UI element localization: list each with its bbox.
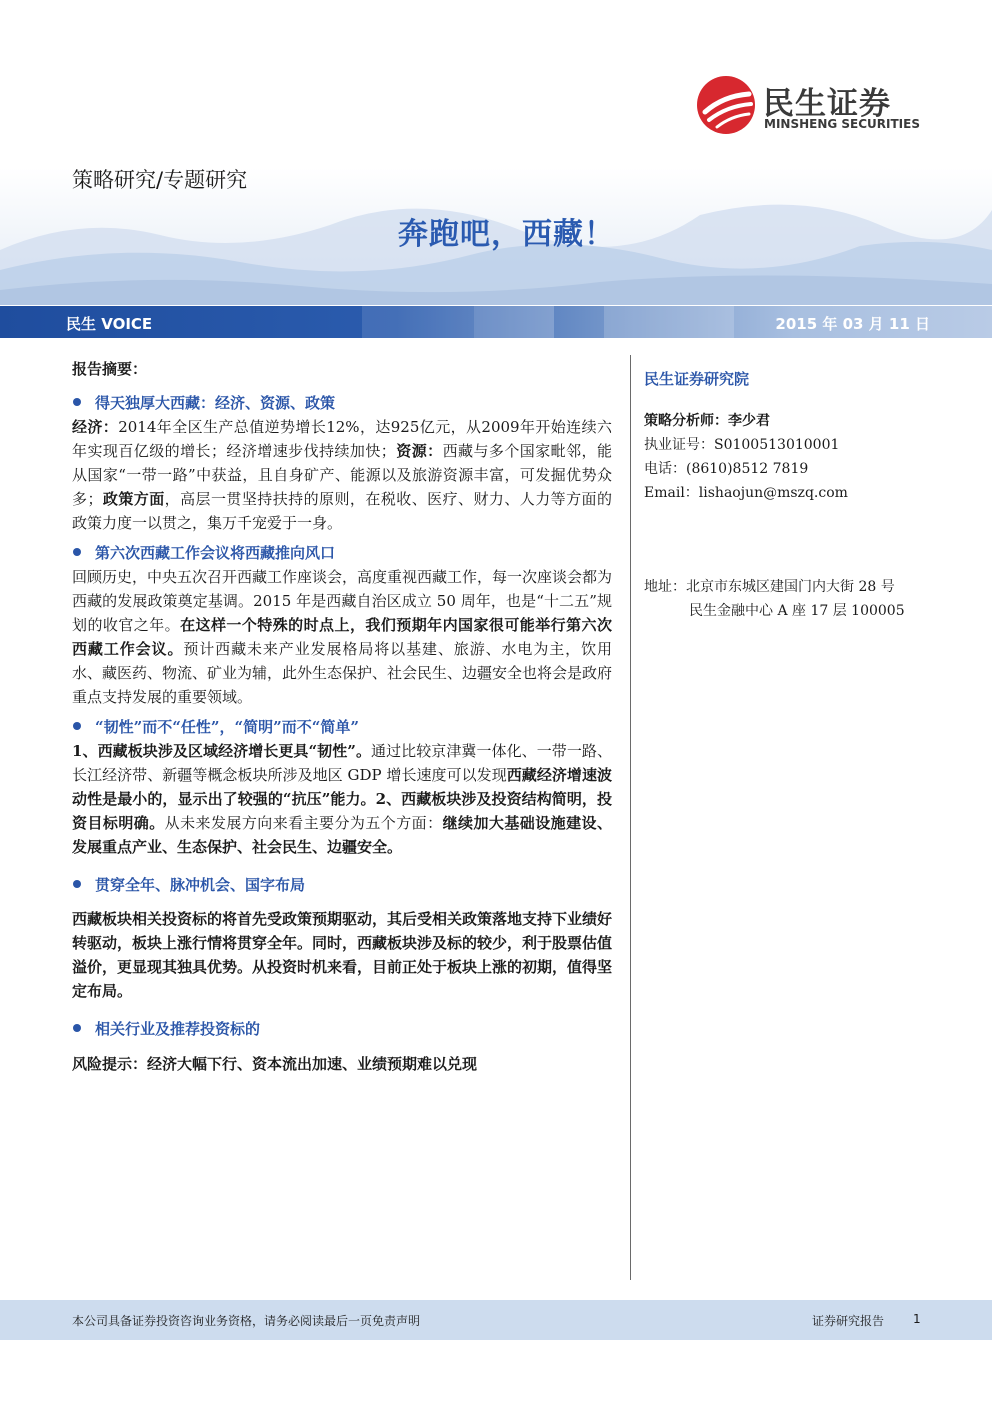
bullet-icon bbox=[73, 1024, 81, 1032]
address-line-2: 民生金融中心 A 座 17 层 100005 bbox=[689, 603, 905, 619]
emphasis-text: 在这样一个特殊的时点上，我们预期年内国家很可能举行第六次西藏工作会议。 bbox=[72, 616, 612, 658]
footer-report-type: 证券研究报告 bbox=[812, 1314, 885, 1328]
band-segment bbox=[604, 306, 734, 338]
report-category: 策略研究/专题研究 bbox=[72, 168, 248, 192]
paragraph-text: 西藏与多个国家毗邻，能从国家“一带一路”中获益，且自身矿产、能源以及旅游资源丰富，可发掘优势众多； bbox=[72, 442, 612, 508]
header-band bbox=[0, 306, 992, 338]
brand-name-cn: 民生证券 bbox=[763, 86, 891, 122]
paragraph bbox=[72, 565, 612, 709]
paragraph-text: 预计西藏未来产业发展格局将以基建、旅游、水电为主，饮用水、藏医药、物流、矿业为辅，此外生态保护、社会民生、边疆安全也将会是政府重点支持发展的重要领域。 bbox=[72, 640, 613, 706]
section-heading-text: 得天独厚大西藏：经济、资源、政策 bbox=[95, 393, 336, 412]
band-segment bbox=[474, 306, 554, 338]
section-heading bbox=[72, 391, 612, 413]
column-divider bbox=[630, 355, 631, 1280]
emphasis-text: 继续加大基础设施建设、发展重点产业、生态保护、社会民生、边疆安全。 bbox=[72, 814, 612, 856]
header-background bbox=[0, 0, 992, 305]
band-label: 民生 VOICE bbox=[66, 315, 153, 333]
section-heading-text: “韧性”而不“任性”，“简明”而不“简单” bbox=[95, 717, 360, 736]
section-heading-text: 第六次西藏工作会议将西藏推向风口 bbox=[95, 543, 336, 562]
mountain-illustration bbox=[0, 0, 992, 305]
section-heading bbox=[72, 873, 612, 895]
paragraph bbox=[72, 415, 612, 535]
brand-name-en: MINSHENG SECURITIES bbox=[764, 117, 920, 131]
emphasis-text: 资源： bbox=[395, 442, 443, 460]
band-segment bbox=[362, 306, 474, 338]
bullet-icon bbox=[73, 398, 81, 406]
brand-logo bbox=[697, 76, 927, 136]
section-heading-text: 相关行业及推荐投资标的 bbox=[95, 1019, 261, 1038]
risk-warning: 风险提示：经济大幅下行、资本流出加速、业绩预期难以兑现 bbox=[72, 1055, 478, 1073]
footer-disclaimer: 本公司具备证券投资咨询业务资格，请务必阅读最后一页免责声明 bbox=[72, 1314, 421, 1328]
bullet-icon bbox=[73, 722, 81, 730]
analyst-name: 策略分析师：李少君 bbox=[644, 413, 770, 429]
paragraph: 西藏板块相关投资标的将首先受政策预期驱动，其后受相关政策落地支持下业绩好转驱动，板块上涨行情将贯穿全年。同时，西藏板块涉及标的较少，利于股票估值溢价，更显现其独具优势。从投资时机来看，目前正处于板块上涨的初期，值得坚定布局。 bbox=[72, 910, 613, 1000]
section-heading bbox=[72, 715, 612, 737]
license-number: 执业证号：S0100513010001 bbox=[644, 437, 840, 453]
emphasis-text: 1、西藏板块涉及区域经济增长更具“韧性”。 bbox=[72, 742, 372, 760]
emphasis-text: 经济： bbox=[72, 418, 119, 436]
paragraph bbox=[72, 739, 612, 859]
bullet-icon bbox=[73, 880, 81, 888]
abstract-column bbox=[72, 358, 612, 1074]
section-heading bbox=[72, 1017, 612, 1039]
emphasis-text: 政策方面 bbox=[102, 490, 165, 508]
report-date: 2015 年 03 月 11 日 bbox=[775, 315, 930, 333]
address-line-1: 地址：北京市东城区建国门内大街 28 号 bbox=[644, 579, 895, 595]
section-heading-text: 贯穿全年、脉冲机会、国字布局 bbox=[95, 875, 306, 894]
bullet-icon bbox=[73, 548, 81, 556]
paragraph-text: 2014年全区生产总值逆势增长12%，达925亿元，从2009年开始连续六年实现百亿级的增长；经济增速步伐持续加快； bbox=[72, 418, 612, 460]
sidebar bbox=[644, 368, 944, 623]
paragraph-text: 回顾历史，中央五次召开西藏工作座谈会，高度重视西藏工作，每一次座谈会都为西藏的发展政策奠定基调。2015 年是西藏自治区成立 50 周年，也是“十二五”规划的收官之年。 bbox=[72, 568, 613, 634]
abstract-title: 报告摘要： bbox=[72, 360, 148, 378]
paragraph-text: 通过比较京津冀一体化、一带一路、长江经济带、新疆等概念板块所涉及地区 GDP 增长速度可以发现 bbox=[72, 742, 612, 784]
paragraph-text: ，高层一贯坚持扶持的原则，在税收、医疗、财力、人力等方面的政策力度一以贯之，集万千宠爱于一身。 bbox=[72, 490, 612, 532]
email-link[interactable]: Email：lishaojun@mszq.com bbox=[644, 485, 848, 501]
emphasis-text: 西藏经济增速波动性是最小的，显示出了较强的“抗压”能力。2、西藏板块涉及投资结构简明，投资目标明确。 bbox=[72, 766, 612, 832]
section-heading bbox=[72, 541, 612, 563]
report-title: 奔跑吧，西藏！ bbox=[398, 217, 615, 252]
page-footer bbox=[0, 1300, 992, 1340]
page-number: 1 bbox=[913, 1312, 921, 1326]
phone-number: 电话：(8610)8512 7819 bbox=[644, 461, 809, 477]
paragraph-text: 从未来发展方向来看主要分为五个方面： bbox=[164, 814, 443, 832]
institute-name: 民生证券研究院 bbox=[644, 370, 750, 388]
minsheng-logo-icon bbox=[697, 76, 755, 134]
